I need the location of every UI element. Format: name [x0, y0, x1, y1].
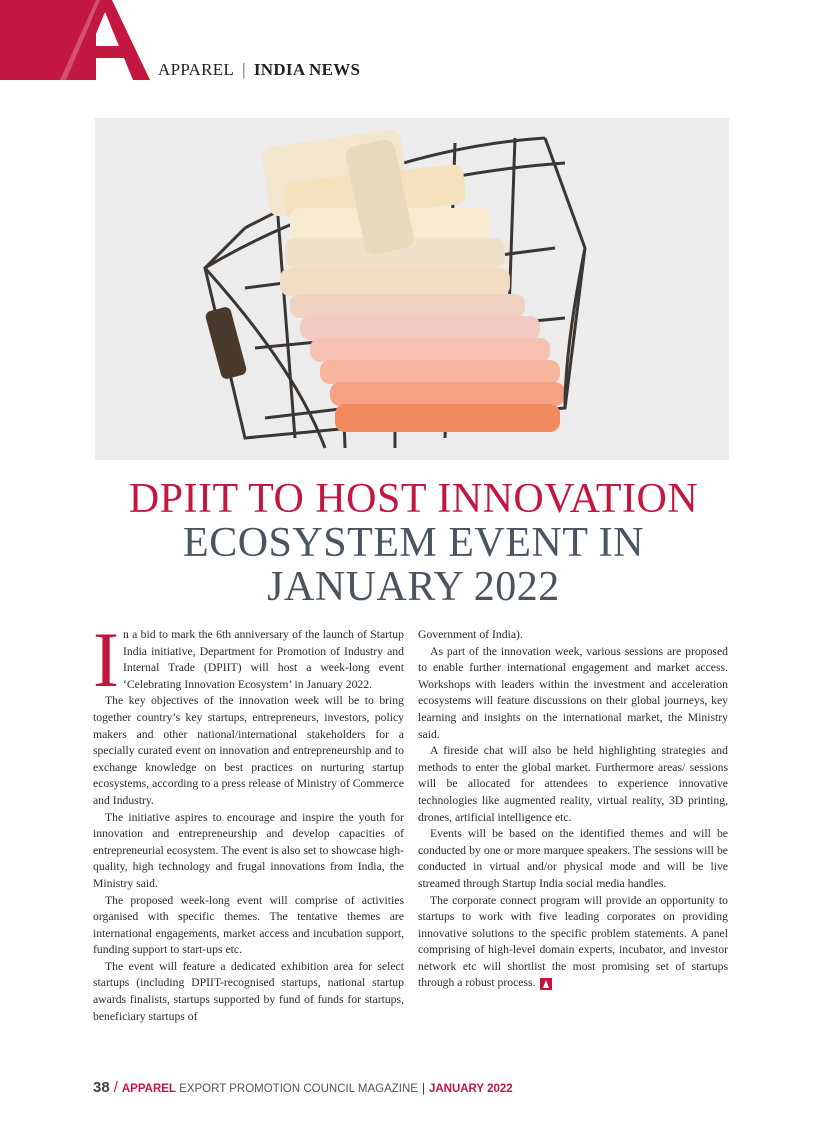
stacked-fabrics-icon — [95, 118, 729, 460]
paragraph: The key objectives of the innovation week will be to bring together country’s key startups, entrepreneurs, investors, policy makers and other national/international stakeholders for a specially curated event on innovation and entrepreneurship and to exchange knowledge on best practices on nurturing startup ecosystems, according to a press release of Ministry of Commerce and Industry. — [93, 694, 404, 807]
page-footer — [93, 1079, 513, 1096]
page-number: 38 — [93, 1079, 110, 1096]
footer-separator: | — [421, 1083, 425, 1095]
article-column-right — [418, 627, 728, 992]
footer-issue-date: JANUARY 2022 — [428, 1083, 513, 1095]
paragraph-text: The corporate connect program will provide an opportunity to startups to work with five leading corporates on providing innovative solutions to the specific problem statements. A panel comprising of high-level domain experts, incubator, and investor network etc will shortlist the most promising set of startups through a robust process. — [418, 893, 728, 990]
paragraph: Government of India). — [418, 628, 523, 641]
headline-line-1: DPIIT TO HOST INNOVATION — [128, 476, 699, 522]
paragraph: Events will be based on the identified themes and will be conducted by one or more marquee speakers. The sessions will be conducted in virtual and/or physical mode and will be live streamed through Startup India social media handles. — [418, 827, 728, 890]
paragraph: The initiative aspires to encourage and inspire the youth for innovation and entrepreneurship and develop capacities of entrepreneurial ecosystem. The event is also set to showcase high-quality, high technology and frugal innovations from India, the Ministry said. — [93, 810, 404, 890]
paragraph: The event will feature a dedicated exhibition area for select startups (including DPIIT-recognised startups, national startup awards finalists, startups supported by fund of funds for startups, beneficiary startups of — [93, 959, 404, 1023]
end-of-article-icon — [540, 978, 552, 990]
paragraph: As part of the innovation week, various sessions are proposed to enable further international engagement and market access. Workshops with leaders within the investment and acceleration ecosystems will feature discussions on their global journeys, key learning and insights on the international market, the Ministry said. — [418, 644, 728, 741]
paragraph: The proposed week-long event will comprise of activities organised with specific themes. The tentative themes are international engagements, market access and incubation support, funding support to start-ups etc. — [93, 893, 404, 957]
category-label: INDIA NEWS — [253, 60, 361, 79]
paragraph — [93, 616, 404, 703]
footer-slash: / — [113, 1079, 118, 1096]
headline-line-2: ECOSYSTEM EVENT IN — [183, 520, 644, 566]
footer-magazine-name: EXPORT PROMOTION COUNCIL MAGAZINE — [179, 1083, 418, 1095]
header-separator: | — [242, 60, 246, 79]
paragraph: A fireside chat will also be held highlighting strategies and methods to enter the global market. Furthermore areas/ sessions will be allocated for attendees to experience innovative technologies like augmented reality, virtual reality, 3D printing, drones, artificial intelligence etc. — [418, 744, 728, 824]
paragraph-text: n a bid to mark the 6th anniversary of the launch of Startup India initiative, Department for Promotion of Industry and Internal Trade (DPIIT) will host a week-long event ‘Celebrating Innovation Ecosystem’ in January 2022. — [122, 628, 404, 691]
article-column-left — [93, 616, 404, 1025]
hero-image — [95, 118, 729, 460]
article-headline — [60, 477, 767, 609]
section-header — [158, 60, 360, 80]
paragraph — [418, 893, 728, 993]
magazine-logo — [0, 0, 152, 80]
footer-brand: APPAREL — [121, 1083, 176, 1095]
section-label: APPAREL — [158, 60, 235, 79]
headline-line-3: JANUARY 2022 — [267, 564, 560, 610]
drop-cap: I — [93, 616, 119, 703]
